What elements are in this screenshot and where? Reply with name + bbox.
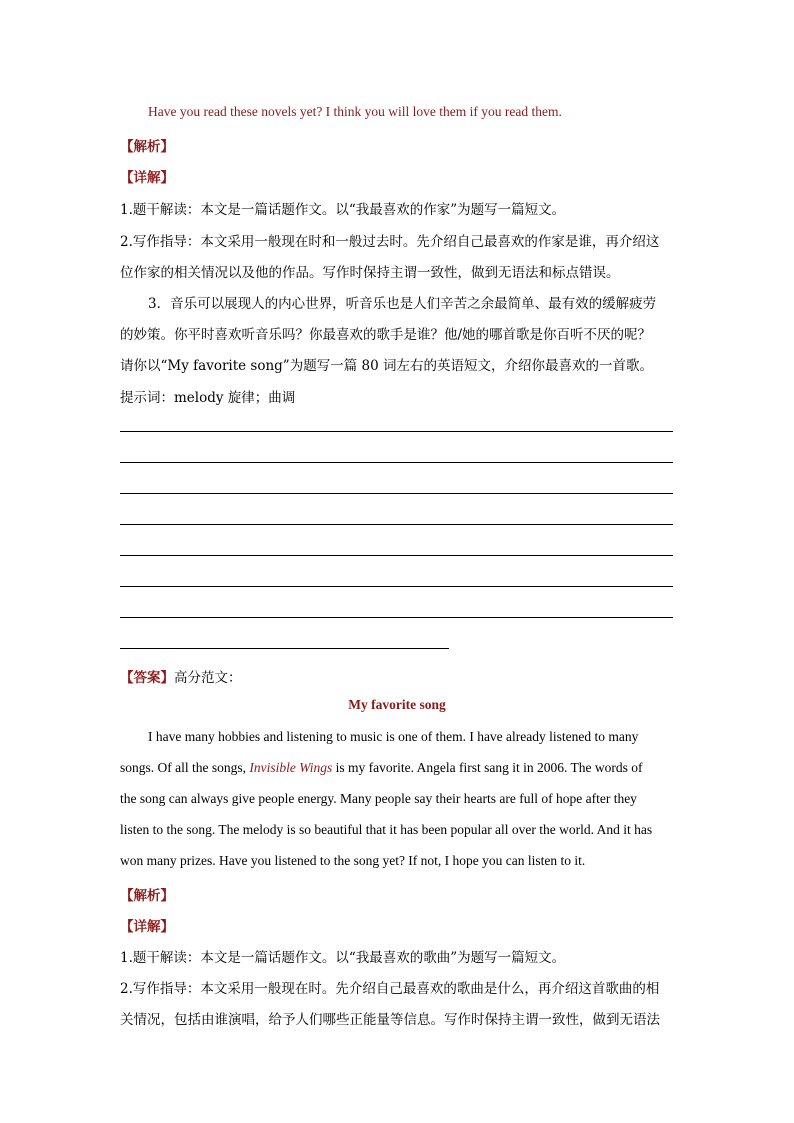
answer-label: 【答案】: [120, 670, 174, 686]
writing-line: [120, 617, 673, 618]
writing-line: [120, 586, 673, 587]
essay-line1: I have many hobbies and listening to music is one of them. I have already listened to many: [148, 729, 639, 744]
writing-line: [120, 555, 673, 556]
song-title-italic: Invisible Wings: [249, 760, 333, 775]
answer-label-line: [120, 666, 680, 686]
question3-line1: 3．音乐可以展现人的内心世界，听音乐也是人们辛苦之余最简单、最有效的缓解疲劳: [148, 296, 657, 312]
section1-point2-line1: 2.写作指导：本文采用一般现在时和一般过去时。先介绍自己最喜欢的作家是谁，再介绍这: [120, 234, 660, 250]
section2-xiangjie-heading: 【详解】: [120, 919, 174, 935]
essay-line4: listen to the song. The melody is so beautiful that it has been popular all over the world. And it has: [120, 822, 653, 837]
writing-line: [120, 431, 673, 432]
question3-line3: 请你以“My favorite song”为题写一篇 80 词左右的英语短文，介绍你最喜欢的一首歌。: [120, 358, 653, 374]
essay-line5: won many prizes. Have you listened to the song yet? If not, I hope you can listen to it.: [120, 853, 586, 868]
top-sentence: Have you read these novels yet? I think you will love them if you read them.: [148, 104, 562, 119]
section2-point1: 1.题干解读：本文是一篇话题作文。以“我最喜欢的歌曲”为题写一篇短文。: [120, 950, 566, 966]
answer-label-suffix: 高分范文：: [174, 670, 242, 686]
essay-line3: the song can always give people energy. Many people say their hearts are full of hope after they: [120, 791, 637, 806]
section2-point2-line1: 2.写作指导：本文采用一般现在时。先介绍自己最喜欢的歌曲是什么，再介绍这首歌曲的相: [120, 981, 660, 997]
writing-line: [120, 462, 673, 463]
section2-jiexi-heading: 【解析】: [120, 888, 174, 904]
question3-hint: 提示词：melody 旋律；曲调: [120, 390, 296, 406]
essay-line2-post: is my favorite. Angela first sang it in 2006. The words of: [332, 760, 643, 775]
question3-line2: 的妙策。你平时喜欢听音乐吗？你最喜欢的歌手是谁？他/她的哪首歌是你百听不厌的呢？: [120, 327, 652, 343]
essay-title: My favorite song: [348, 697, 446, 712]
writing-line: [120, 524, 673, 525]
section1-point2-line2: 位作家的相关情况以及他的作品。写作时保持主谓一致性，做到无语法和标点错误。: [120, 265, 620, 281]
section1-jiexi-heading: 【解析】: [120, 139, 174, 155]
section1-xiangjie-heading: 【详解】: [120, 170, 174, 186]
writing-line-short: [120, 648, 449, 649]
essay-line2-pre: songs. Of all the songs,: [120, 760, 250, 775]
section1-point1: 1.题干解读：本文是一篇话题作文。以“我最喜欢的作家”为题写一篇短文。: [120, 202, 566, 218]
section2-point2-line2: 关情况，包括由谁演唱，给予人们哪些正能量等信息。写作时保持主谓一致性，做到无语法: [120, 1012, 660, 1028]
essay-line2: [120, 760, 680, 776]
writing-line: [120, 493, 673, 494]
